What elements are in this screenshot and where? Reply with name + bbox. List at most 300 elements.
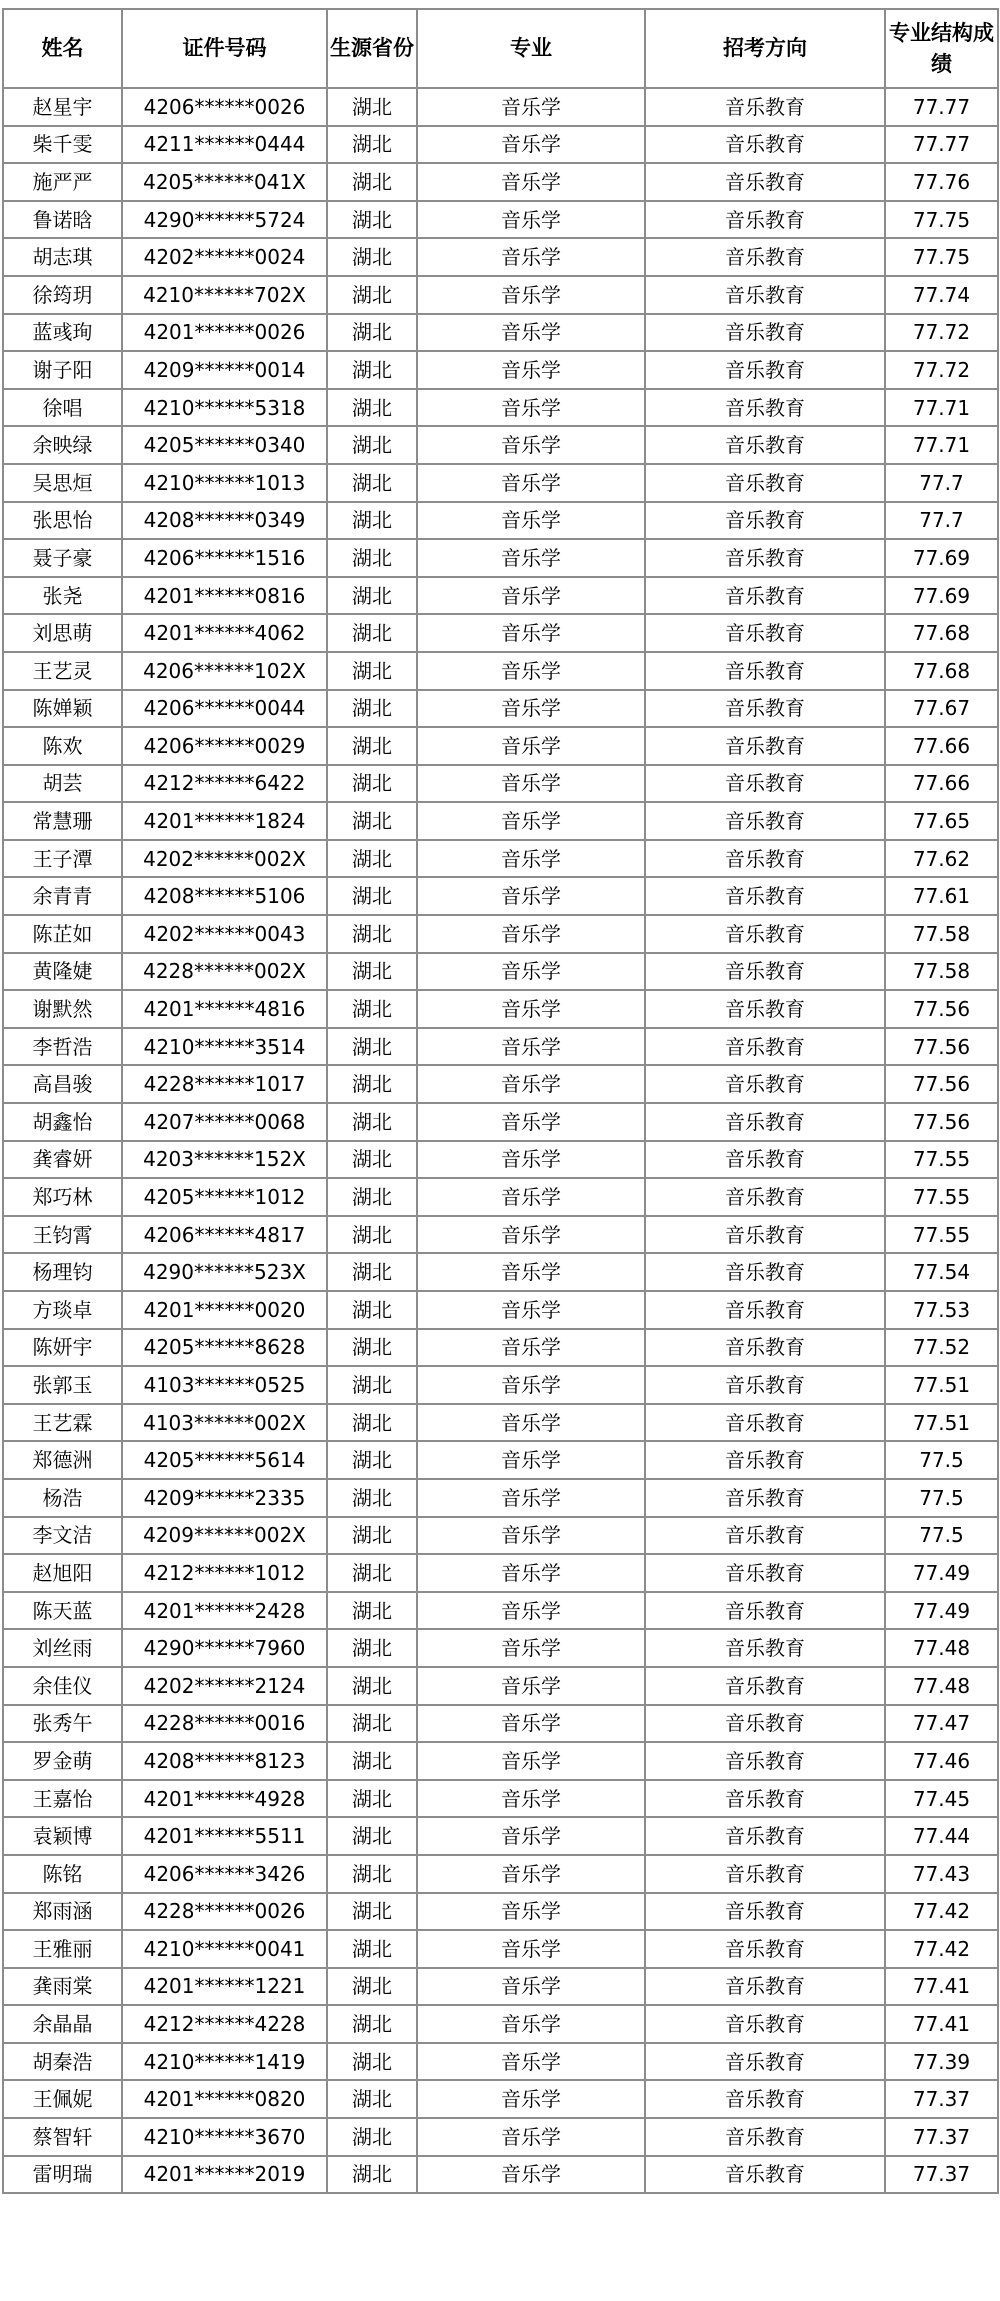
cell-major: 音乐学 [417,990,645,1028]
cell-province: 湖北 [327,276,417,314]
cell-score: 77.51 [885,1404,998,1442]
cell-score: 77.74 [885,276,998,314]
cell-direction: 音乐教育 [645,201,885,239]
cell-direction: 音乐教育 [645,389,885,427]
table-row [3,877,998,915]
table-row [3,1629,998,1667]
cell-province: 湖北 [327,2005,417,2043]
cell-id-number: 4201******1221 [122,1968,327,2006]
cell-score: 77.55 [885,1216,998,1254]
table-row [3,990,998,1028]
cell-major: 音乐学 [417,238,645,276]
cell-score: 77.55 [885,1178,998,1216]
cell-major: 音乐学 [417,1178,645,1216]
cell-direction: 音乐教育 [645,1141,885,1179]
table-row [3,1103,998,1141]
cell-score: 77.62 [885,840,998,878]
table-row [3,765,998,803]
cell-score: 77.49 [885,1592,998,1630]
header-direction: 招考方向 [645,9,885,88]
cell-major: 音乐学 [417,1592,645,1630]
cell-id-number: 4103******0525 [122,1366,327,1404]
table-row [3,2043,998,2081]
cell-major: 音乐学 [417,539,645,577]
cell-score: 77.65 [885,802,998,840]
cell-id-number: 4201******4816 [122,990,327,1028]
cell-major: 音乐学 [417,1817,645,1855]
cell-score: 77.69 [885,577,998,615]
cell-id-number: 4202******0043 [122,915,327,953]
table-row [3,915,998,953]
cell-id-number: 4212******6422 [122,765,327,803]
cell-major: 音乐学 [417,1479,645,1517]
cell-province: 湖北 [327,1366,417,1404]
cell-id-number: 4202******002X [122,840,327,878]
cell-direction: 音乐教育 [645,1742,885,1780]
cell-id-number: 4228******002X [122,953,327,991]
cell-name: 郑雨涵 [3,1893,122,1931]
cell-direction: 音乐教育 [645,877,885,915]
cell-direction: 音乐教育 [645,238,885,276]
cell-direction: 音乐教育 [645,1780,885,1818]
cell-direction: 音乐教育 [645,953,885,991]
cell-id-number: 4209******002X [122,1517,327,1555]
cell-province: 湖北 [327,1404,417,1442]
cell-direction: 音乐教育 [645,88,885,126]
cell-score: 77.37 [885,2156,998,2194]
cell-id-number: 4210******3514 [122,1028,327,1066]
cell-province: 湖北 [327,840,417,878]
table-row [3,1028,998,1066]
cell-id-number: 4201******0026 [122,314,327,352]
cell-direction: 音乐教育 [645,1065,885,1103]
header-id-number: 证件号码 [122,9,327,88]
cell-score: 77.58 [885,915,998,953]
table-row [3,1065,998,1103]
cell-province: 湖北 [327,1291,417,1329]
cell-name: 蓝彧珣 [3,314,122,352]
table-row [3,426,998,464]
cell-major: 音乐学 [417,426,645,464]
cell-major: 音乐学 [417,577,645,615]
cell-name: 胡秦浩 [3,2043,122,2081]
cell-name: 刘思萌 [3,614,122,652]
cell-province: 湖北 [327,1893,417,1931]
cell-id-number: 4201******2019 [122,2156,327,2194]
cell-name: 徐唱 [3,389,122,427]
cell-province: 湖北 [327,1028,417,1066]
cell-province: 湖北 [327,464,417,502]
cell-direction: 音乐教育 [645,1329,885,1367]
table-row [3,1893,998,1931]
table-header-row [3,9,998,88]
cell-province: 湖北 [327,426,417,464]
cell-province: 湖北 [327,539,417,577]
table-row [3,614,998,652]
cell-score: 77.56 [885,990,998,1028]
table-row [3,2156,998,2194]
cell-major: 音乐学 [417,126,645,164]
cell-name: 余晶晶 [3,2005,122,2043]
table-row [3,1291,998,1329]
cell-major: 音乐学 [417,88,645,126]
cell-province: 湖北 [327,1592,417,1630]
cell-direction: 音乐教育 [645,163,885,201]
cell-major: 音乐学 [417,1028,645,1066]
cell-province: 湖北 [327,1855,417,1893]
cell-major: 音乐学 [417,690,645,728]
cell-id-number: 4228******0016 [122,1705,327,1743]
cell-direction: 音乐教育 [645,915,885,953]
score-table [2,8,999,2194]
table-row [3,840,998,878]
cell-major: 音乐学 [417,915,645,953]
cell-score: 77.7 [885,464,998,502]
cell-id-number: 4208******5106 [122,877,327,915]
table-row [3,276,998,314]
cell-province: 湖北 [327,1216,417,1254]
table-row [3,1141,998,1179]
cell-score: 77.41 [885,2005,998,2043]
cell-major: 音乐学 [417,727,645,765]
cell-direction: 音乐教育 [645,1366,885,1404]
cell-direction: 音乐教育 [645,2118,885,2156]
cell-direction: 音乐教育 [645,464,885,502]
cell-id-number: 4205******8628 [122,1329,327,1367]
cell-id-number: 4210******3670 [122,2118,327,2156]
cell-name: 余映绿 [3,426,122,464]
cell-province: 湖北 [327,1178,417,1216]
table-row [3,690,998,728]
cell-name: 张尧 [3,577,122,615]
cell-direction: 音乐教育 [645,1103,885,1141]
cell-name: 余青青 [3,877,122,915]
cell-direction: 音乐教育 [645,1629,885,1667]
cell-direction: 音乐教育 [645,727,885,765]
cell-id-number: 4201******0820 [122,2080,327,2118]
table-row [3,1554,998,1592]
cell-name: 王艺灵 [3,652,122,690]
cell-direction: 音乐教育 [645,1705,885,1743]
cell-major: 音乐学 [417,2005,645,2043]
cell-score: 77.72 [885,314,998,352]
cell-name: 王佩妮 [3,2080,122,2118]
cell-id-number: 4207******0068 [122,1103,327,1141]
cell-province: 湖北 [327,201,417,239]
cell-id-number: 4201******1824 [122,802,327,840]
cell-id-number: 4206******0026 [122,88,327,126]
cell-id-number: 4206******102X [122,652,327,690]
cell-direction: 音乐教育 [645,690,885,728]
cell-name: 张郭玉 [3,1366,122,1404]
cell-id-number: 4201******5511 [122,1817,327,1855]
cell-direction: 音乐教育 [645,2005,885,2043]
cell-id-number: 4103******002X [122,1404,327,1442]
cell-score: 77.53 [885,1291,998,1329]
table-row [3,1968,998,2006]
cell-name: 杨浩 [3,1479,122,1517]
cell-direction: 音乐教育 [645,2080,885,2118]
header-name: 姓名 [3,9,122,88]
table-row [3,1178,998,1216]
table-row [3,1216,998,1254]
cell-id-number: 4290******7960 [122,1629,327,1667]
cell-province: 湖北 [327,577,417,615]
cell-major: 音乐学 [417,351,645,389]
cell-name: 陈天蓝 [3,1592,122,1630]
table-row [3,163,998,201]
cell-major: 音乐学 [417,1780,645,1818]
cell-id-number: 4201******4928 [122,1780,327,1818]
cell-major: 音乐学 [417,1141,645,1179]
cell-province: 湖北 [327,2118,417,2156]
cell-name: 胡鑫怡 [3,1103,122,1141]
cell-id-number: 4202******2124 [122,1667,327,1705]
cell-id-number: 4290******523X [122,1253,327,1291]
cell-id-number: 4290******5724 [122,201,327,239]
table-row [3,652,998,690]
cell-name: 王艺霖 [3,1404,122,1442]
cell-name: 张思怡 [3,502,122,540]
cell-major: 音乐学 [417,1216,645,1254]
cell-name: 鲁诺晗 [3,201,122,239]
cell-name: 方琰卓 [3,1291,122,1329]
cell-major: 音乐学 [417,201,645,239]
cell-score: 77.56 [885,1065,998,1103]
cell-score: 77.37 [885,2118,998,2156]
cell-major: 音乐学 [417,2156,645,2194]
cell-province: 湖北 [327,1517,417,1555]
cell-score: 77.66 [885,727,998,765]
cell-major: 音乐学 [417,1554,645,1592]
cell-province: 湖北 [327,990,417,1028]
cell-name: 陈欢 [3,727,122,765]
cell-province: 湖北 [327,765,417,803]
cell-name: 雷明瑞 [3,2156,122,2194]
table-row [3,314,998,352]
cell-province: 湖北 [327,1780,417,1818]
cell-province: 湖北 [327,126,417,164]
table-row [3,389,998,427]
cell-score: 77.42 [885,1893,998,1931]
cell-id-number: 4205******1012 [122,1178,327,1216]
table-row [3,1705,998,1743]
cell-id-number: 4208******0349 [122,502,327,540]
cell-direction: 音乐教育 [645,990,885,1028]
cell-province: 湖北 [327,1742,417,1780]
cell-name: 龚睿妍 [3,1141,122,1179]
cell-province: 湖北 [327,1554,417,1592]
cell-score: 77.55 [885,1141,998,1179]
cell-id-number: 4228******0026 [122,1893,327,1931]
cell-name: 王嘉怡 [3,1780,122,1818]
cell-score: 77.75 [885,201,998,239]
cell-major: 音乐学 [417,1253,645,1291]
cell-score: 77.5 [885,1441,998,1479]
table-row [3,1404,998,1442]
cell-province: 湖北 [327,614,417,652]
cell-score: 77.46 [885,1742,998,1780]
cell-major: 音乐学 [417,1968,645,2006]
table-row [3,1441,998,1479]
cell-id-number: 4212******1012 [122,1554,327,1592]
cell-score: 77.51 [885,1366,998,1404]
table-row [3,351,998,389]
cell-score: 77.47 [885,1705,998,1743]
cell-score: 77.49 [885,1554,998,1592]
cell-id-number: 4201******0816 [122,577,327,615]
cell-direction: 音乐教育 [645,502,885,540]
cell-id-number: 4208******8123 [122,1742,327,1780]
cell-direction: 音乐教育 [645,1479,885,1517]
cell-major: 音乐学 [417,953,645,991]
header-score: 专业结构成绩 [885,9,998,88]
table-row [3,201,998,239]
cell-name: 黄隆婕 [3,953,122,991]
cell-major: 音乐学 [417,1366,645,1404]
cell-id-number: 4209******2335 [122,1479,327,1517]
cell-name: 聂子豪 [3,539,122,577]
header-major: 专业 [417,9,645,88]
cell-score: 77.42 [885,1930,998,1968]
cell-name: 李文洁 [3,1517,122,1555]
table-row [3,1517,998,1555]
cell-name: 施严严 [3,163,122,201]
cell-province: 湖北 [327,1065,417,1103]
cell-score: 77.66 [885,765,998,803]
cell-direction: 音乐教育 [645,614,885,652]
table-body [3,88,998,2193]
cell-score: 77.56 [885,1028,998,1066]
cell-score: 77.58 [885,953,998,991]
cell-major: 音乐学 [417,2043,645,2081]
cell-score: 77.5 [885,1517,998,1555]
cell-major: 音乐学 [417,614,645,652]
cell-major: 音乐学 [417,1329,645,1367]
table-row [3,802,998,840]
table-row [3,2005,998,2043]
cell-direction: 音乐教育 [645,1893,885,1931]
cell-major: 音乐学 [417,1103,645,1141]
cell-major: 音乐学 [417,765,645,803]
cell-id-number: 4210******1013 [122,464,327,502]
cell-province: 湖北 [327,314,417,352]
cell-score: 77.68 [885,652,998,690]
cell-direction: 音乐教育 [645,1291,885,1329]
cell-name: 谢默然 [3,990,122,1028]
cell-major: 音乐学 [417,1291,645,1329]
cell-major: 音乐学 [417,840,645,878]
cell-province: 湖北 [327,1817,417,1855]
cell-name: 王钧霄 [3,1216,122,1254]
cell-province: 湖北 [327,690,417,728]
cell-major: 音乐学 [417,1404,645,1442]
cell-score: 77.71 [885,426,998,464]
cell-major: 音乐学 [417,276,645,314]
cell-direction: 音乐教育 [645,1968,885,2006]
cell-direction: 音乐教育 [645,1178,885,1216]
cell-province: 湖北 [327,2080,417,2118]
cell-province: 湖北 [327,163,417,201]
table-row [3,1930,998,1968]
cell-score: 77.72 [885,351,998,389]
cell-id-number: 4212******4228 [122,2005,327,2043]
cell-id-number: 4210******702X [122,276,327,314]
cell-province: 湖北 [327,802,417,840]
cell-score: 77.69 [885,539,998,577]
cell-province: 湖北 [327,1253,417,1291]
cell-score: 77.44 [885,1817,998,1855]
cell-major: 音乐学 [417,1629,645,1667]
cell-name: 袁颖博 [3,1817,122,1855]
cell-id-number: 4202******0024 [122,238,327,276]
cell-score: 77.39 [885,2043,998,2081]
cell-direction: 音乐教育 [645,351,885,389]
cell-major: 音乐学 [417,1667,645,1705]
cell-score: 77.76 [885,163,998,201]
score-sheet [2,8,997,2194]
cell-score: 77.5 [885,1479,998,1517]
cell-direction: 音乐教育 [645,802,885,840]
cell-score: 77.61 [885,877,998,915]
cell-direction: 音乐教育 [645,2043,885,2081]
table-row [3,1667,998,1705]
table-row [3,727,998,765]
cell-id-number: 4206******0029 [122,727,327,765]
cell-major: 音乐学 [417,802,645,840]
cell-direction: 音乐教育 [645,1517,885,1555]
cell-id-number: 4206******0044 [122,690,327,728]
cell-province: 湖北 [327,1441,417,1479]
cell-direction: 音乐教育 [645,1554,885,1592]
cell-province: 湖北 [327,1930,417,1968]
cell-name: 蔡智轩 [3,2118,122,2156]
cell-direction: 音乐教育 [645,765,885,803]
cell-major: 音乐学 [417,2118,645,2156]
cell-direction: 音乐教育 [645,276,885,314]
table-row [3,953,998,991]
cell-name: 陈妍宇 [3,1329,122,1367]
cell-id-number: 4210******0041 [122,1930,327,1968]
cell-major: 音乐学 [417,1855,645,1893]
cell-province: 湖北 [327,2156,417,2194]
cell-direction: 音乐教育 [645,1253,885,1291]
cell-major: 音乐学 [417,502,645,540]
table-row [3,1329,998,1367]
cell-name: 胡志琪 [3,238,122,276]
cell-province: 湖北 [327,238,417,276]
cell-major: 音乐学 [417,1065,645,1103]
cell-direction: 音乐教育 [645,1817,885,1855]
cell-name: 余佳仪 [3,1667,122,1705]
cell-province: 湖北 [327,502,417,540]
table-row [3,464,998,502]
table-row [3,1742,998,1780]
cell-id-number: 4205******0340 [122,426,327,464]
cell-score: 77.77 [885,88,998,126]
cell-province: 湖北 [327,2043,417,2081]
cell-major: 音乐学 [417,464,645,502]
cell-name: 陈铭 [3,1855,122,1893]
cell-score: 77.37 [885,2080,998,2118]
cell-province: 湖北 [327,727,417,765]
cell-name: 高昌骏 [3,1065,122,1103]
cell-id-number: 4209******0014 [122,351,327,389]
cell-direction: 音乐教育 [645,577,885,615]
cell-major: 音乐学 [417,1742,645,1780]
table-row [3,1780,998,1818]
cell-major: 音乐学 [417,2080,645,2118]
